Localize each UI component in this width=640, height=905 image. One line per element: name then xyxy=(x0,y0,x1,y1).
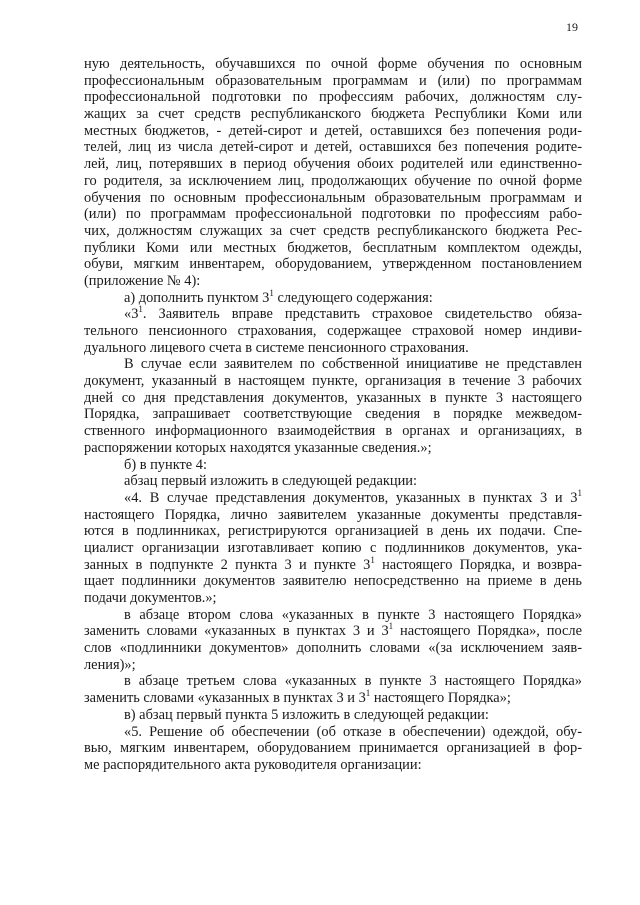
text-segment: следующего содержания: xyxy=(273,289,433,306)
text-segment: Порядка, запрашивает соответствующие сведения в порядке межведом- xyxy=(84,406,582,423)
text-segment: лей, лиц, потерявших в период обучения обоих родителей или единственно- xyxy=(84,156,582,173)
text-line xyxy=(84,340,582,357)
text-line xyxy=(84,573,582,590)
text-line xyxy=(84,590,582,607)
text-line xyxy=(84,487,582,507)
text-segment: . Заявитель вправе представить страховое свидетельство обяза- xyxy=(142,306,582,323)
text-segment: дуального лицевого счета в системе пенсионного страхования. xyxy=(84,339,469,356)
text-line xyxy=(84,223,582,240)
text-line xyxy=(84,73,582,90)
text-segment: профессиональной подготовки по профессиям рабочих, должностям слу- xyxy=(84,89,582,106)
text-line xyxy=(84,507,582,524)
text-segment: распоряжении которых находятся указанные сведения.»; xyxy=(84,439,432,456)
text-line xyxy=(84,173,582,190)
text-segment: «5. Решение об обеспечении (об отказе в обеспечении) одеждой, обу- xyxy=(124,723,582,740)
text-segment: документ, указанный в настоящем пункте, организация в течение 3 рабочих xyxy=(84,373,582,390)
text-segment: го родителя, за исключением лиц, продолжающих обучение по очной форме xyxy=(84,172,582,189)
text-segment: щает подлинники документов заявителю непосредственно на приеме в день xyxy=(84,573,582,590)
text-segment: в абзаце втором слова «указанных в пункте 3 настоящего Порядка» xyxy=(124,606,582,623)
text-line xyxy=(84,640,582,657)
text-segment: а) дополнить пунктом 3 xyxy=(124,289,270,306)
superscript-mark: 1 xyxy=(370,554,375,565)
superscript-mark: 1 xyxy=(577,487,582,498)
text-segment: телей, лиц из числа детей-сирот и детей, оставшихся без попечения родите- xyxy=(84,139,582,156)
superscript-mark: 1 xyxy=(388,621,394,632)
text-line xyxy=(84,707,582,724)
text-line xyxy=(84,523,582,540)
text-line xyxy=(84,139,582,156)
text-line xyxy=(84,740,582,757)
text-line xyxy=(84,323,582,340)
text-segment: (приложение № 4): xyxy=(84,272,201,289)
text-line xyxy=(84,540,582,557)
text-line xyxy=(84,757,582,774)
text-segment: ления)»; xyxy=(84,656,136,673)
text-segment: ственного информационного взаимодействия в органах и организациях, в xyxy=(84,423,582,440)
text-line xyxy=(84,306,582,323)
text-segment: настоящего Порядка»; xyxy=(370,690,511,707)
text-line xyxy=(84,390,582,407)
text-line xyxy=(84,623,582,640)
text-segment: «4. В случае представления документов, указанных в пунктах 3 и 3 xyxy=(124,489,578,506)
text-segment: ме распорядительного акта руководителя организации: xyxy=(84,756,422,773)
document-body xyxy=(84,56,582,774)
text-line xyxy=(84,206,582,223)
text-segment: В случае если заявителем по собственной инициативе не представлен xyxy=(124,356,582,373)
text-segment: дней со дня представления документов, указанных в пункте 3 настоящего xyxy=(84,389,582,406)
text-line xyxy=(84,554,582,574)
text-line xyxy=(84,673,582,690)
superscript-mark: 1 xyxy=(138,304,143,315)
text-line xyxy=(84,356,582,373)
text-segment: заменить словами «указанных в пунктах 3 и 3 xyxy=(84,690,366,707)
text-segment: местных бюджетов, - детей-сирот и детей, оставшихся без попечения роди- xyxy=(84,122,582,139)
text-line xyxy=(84,240,582,257)
text-line xyxy=(84,273,582,290)
text-segment: слов «подлинники документов» дополнить словами «(за исключением заяв- xyxy=(84,640,582,657)
text-segment: обуви, мягким инвентарем, оборудованием, утвержденном постановлением xyxy=(84,256,582,273)
text-line xyxy=(84,287,582,307)
text-line xyxy=(84,256,582,273)
text-segment: тельного пенсионного страхования, содержащее страховой номер индиви- xyxy=(84,323,582,339)
text-segment: публики Коми или местных бюджетов, бесплатным комплектом одежды, xyxy=(84,239,582,256)
text-line xyxy=(84,440,582,457)
text-line xyxy=(84,406,582,423)
text-segment: б) в пункте 4: xyxy=(124,456,207,473)
text-segment: жащих за счет средств республиканского бюджета Республики Коми или xyxy=(84,106,582,123)
text-segment: ную деятельность, обучавшихся по очной форме обучения по основным xyxy=(84,56,582,72)
text-line xyxy=(84,123,582,140)
superscript-mark: 1 xyxy=(269,287,274,298)
text-line xyxy=(84,473,582,490)
text-segment: обучения по основным профессиональным образовательным программам и xyxy=(84,189,582,206)
text-segment: настоящего Порядка, лично заявителем указанные документы представля- xyxy=(84,506,582,523)
text-segment: (или) по программам профессиональной подготовки по профессиям рабо- xyxy=(84,206,582,223)
text-segment: чих, должностям служащих за счет средств республиканского бюджета Рес- xyxy=(84,222,582,239)
text-segment: в абзаце третьем слова «указанных в пункте 3 настоящего Порядка» xyxy=(124,673,582,690)
text-segment: вью, мягким инвентарем, оборудованием принимается организацией в фор- xyxy=(84,740,582,757)
text-line xyxy=(84,89,582,106)
text-segment: занных в подпункте 2 пункта 3 и пункте 3 xyxy=(84,556,371,573)
text-line xyxy=(84,56,582,73)
text-line xyxy=(84,457,582,474)
text-segment: заменить словами «указанных в пунктах 3 и 3 xyxy=(84,623,389,640)
text-segment: «3 xyxy=(124,306,139,323)
text-line xyxy=(84,724,582,741)
text-line xyxy=(84,156,582,173)
superscript-mark: 1 xyxy=(365,688,371,699)
text-segment: ются в подлинниках, регистрируются организацией в день их подачи. Спе- xyxy=(84,523,582,540)
text-segment: подачи документов.»; xyxy=(84,590,217,606)
text-line xyxy=(84,423,582,440)
text-line xyxy=(84,607,582,624)
text-segment: настоящего Порядка, и возвра- xyxy=(374,556,582,573)
text-line xyxy=(84,373,582,390)
text-segment: настоящего Порядка», после xyxy=(393,623,582,640)
page-number: 19 xyxy=(566,20,578,34)
text-segment: абзац первый изложить в следующей редакции: xyxy=(124,473,418,490)
text-line xyxy=(84,690,582,707)
text-segment: профессиональным образовательным программам и (или) по программам xyxy=(84,72,582,89)
text-line xyxy=(84,190,582,207)
text-line xyxy=(84,106,582,123)
text-line xyxy=(84,657,582,674)
text-segment: в) абзац первый пункта 5 изложить в следующей редакции: xyxy=(124,706,489,723)
text-segment: циалист организации изготавливает копию с подлинников документов, ука- xyxy=(84,539,582,556)
